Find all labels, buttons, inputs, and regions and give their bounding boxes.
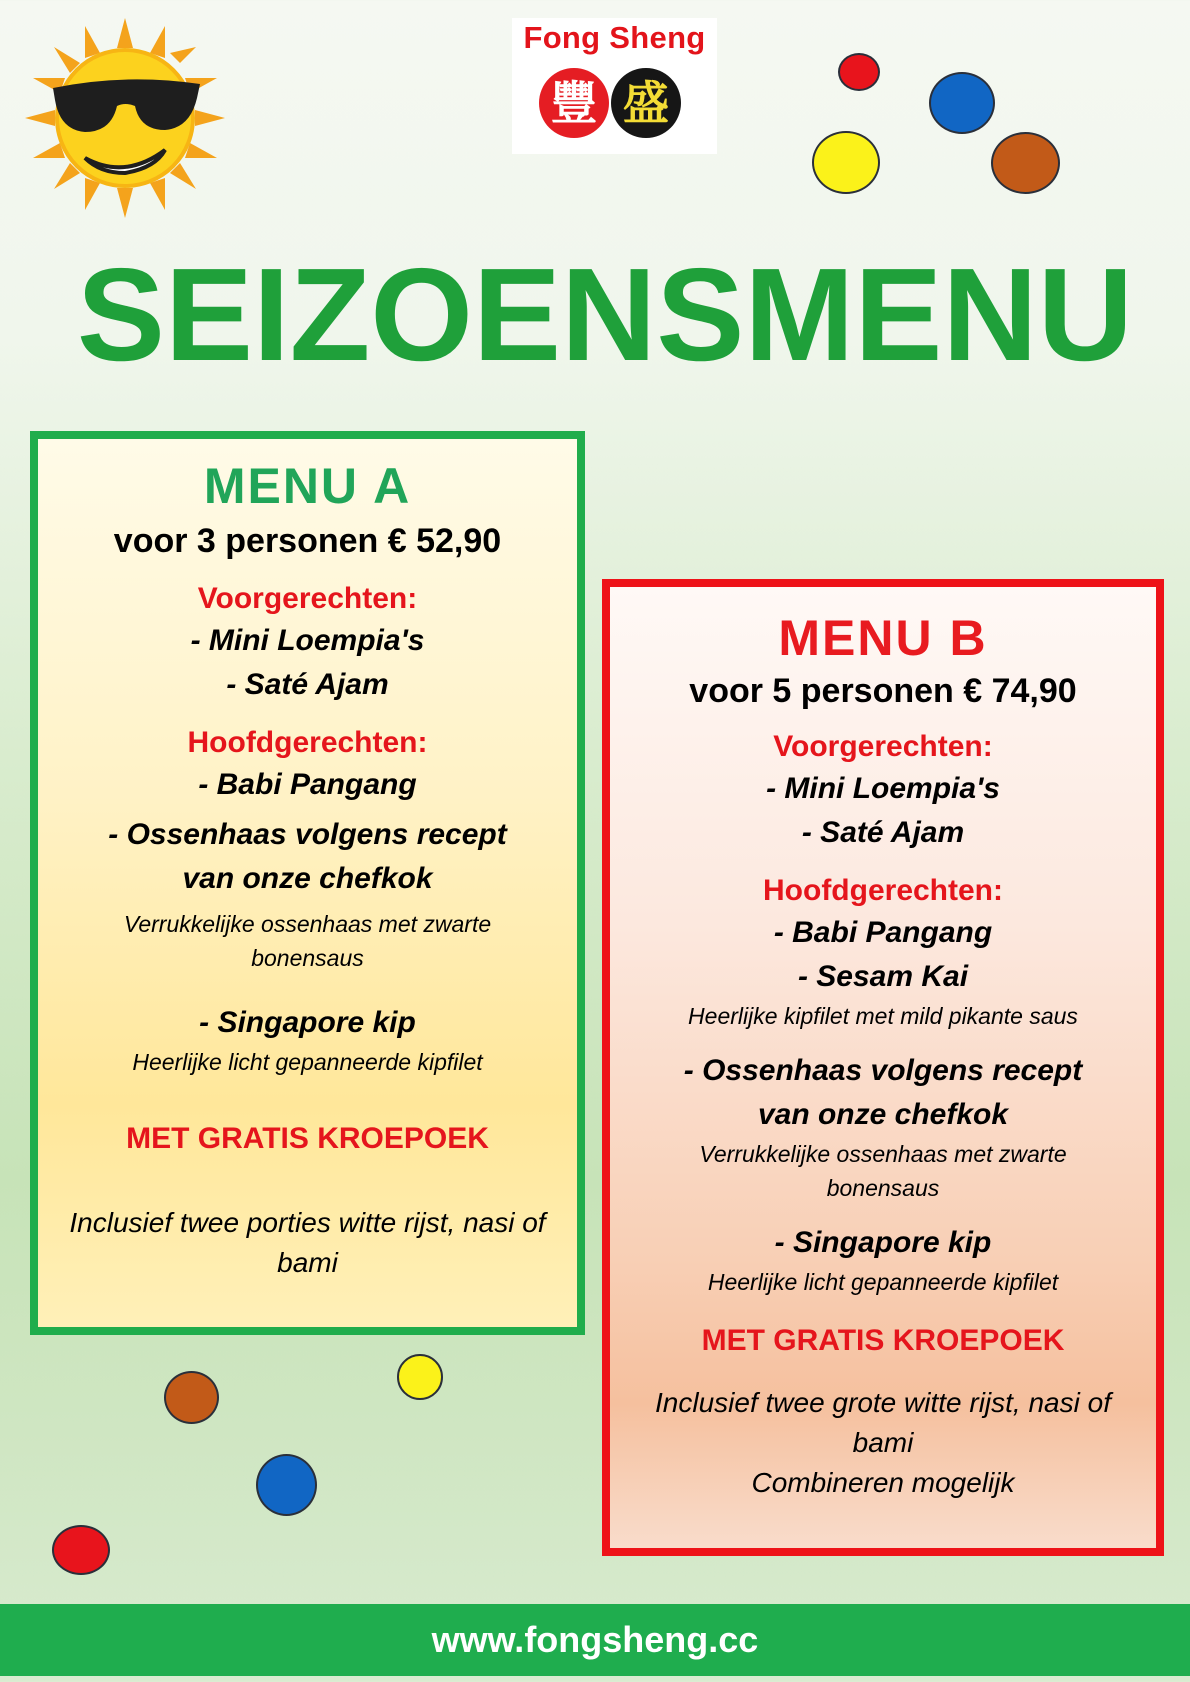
menu-b-main: - Singapore kip (774, 1226, 992, 1259)
menu-a-main: - Ossenhaas volgens recept (108, 818, 507, 851)
menu-b-main-description: Verrukkelijke ossenhaas met zwarte (699, 1141, 1067, 1167)
decorative-dot-red (838, 53, 880, 91)
decorative-dot-yellow (397, 1354, 443, 1400)
menu-a-main-description: bonensaus (251, 945, 364, 971)
menu-a-starter: - Saté Ajam (226, 668, 389, 701)
menu-b-included: Inclusief twee grote witte rijst, nasi of (655, 1387, 1111, 1418)
menu-a-main: - Singapore kip (199, 1006, 416, 1039)
menu-b-main: - Ossenhaas volgens recept (683, 1054, 1083, 1087)
decorative-dot-brown (991, 132, 1060, 194)
menu-a-free-item: MET GRATIS KROEPOEK (126, 1122, 489, 1155)
menu-b-included: Combineren mogelijk (751, 1467, 1015, 1498)
menu-b-starter: - Saté Ajam (801, 816, 965, 849)
menu-a-included: bami (277, 1247, 338, 1278)
menu-a-mains-heading: Hoofdgerechten: (187, 726, 428, 759)
logo-char-left: 豐 (551, 76, 597, 130)
menu-b-main-description: bonensaus (826, 1175, 940, 1201)
logo-title: Fong Sheng (523, 20, 706, 55)
menu-b-included: bami (852, 1427, 914, 1458)
menu-b-mains-heading: Hoofdgerechten: (763, 874, 1003, 907)
decorative-dot-brown (164, 1371, 219, 1424)
menu-b-main: - Sesam Kai (797, 960, 969, 993)
menu-a-starter: - Mini Loempia's (190, 624, 425, 657)
menu-b-price: voor 5 personen € 74,90 (689, 672, 1077, 710)
menu-a-title: MENU A (203, 458, 412, 514)
menu-b-starters-heading: Voorgerechten: (773, 730, 993, 763)
page-title: SEIZOENSMENU (76, 241, 1134, 388)
menu-b-main-description: Heerlijke licht gepanneerde kipfilet (707, 1269, 1059, 1295)
logo (512, 18, 717, 154)
menu-a-main-description: Verrukkelijke ossenhaas met zwarte (123, 911, 492, 937)
menu-b-main-description: Heerlijke kipfilet met mild pikante saus (688, 1003, 1078, 1029)
menu-b-title: MENU B (778, 610, 988, 666)
menu-a-main-description: Heerlijke licht gepanneerde kipfilet (132, 1049, 483, 1075)
menu-a-starters-heading: Voorgerechten: (197, 582, 418, 615)
menu-a-included: Inclusief twee porties witte rijst, nasi of (69, 1207, 546, 1238)
sun-with-sunglasses-icon (25, 18, 225, 218)
footer-bar (0, 1604, 1190, 1676)
decorative-dot-red (52, 1525, 110, 1575)
menu-a-card (30, 431, 585, 1335)
decorative-dot-yellow (812, 131, 880, 194)
menu-b-card (602, 579, 1164, 1556)
logo-char-right: 盛 (623, 76, 669, 130)
menu-a-main: van onze chefkok (182, 862, 433, 895)
menu-b-main: van onze chefkok (757, 1098, 1009, 1131)
menu-b-main: - Babi Pangang (773, 916, 993, 949)
decorative-dot-blue (256, 1454, 317, 1516)
menu-a-main: - Babi Pangang (198, 768, 417, 801)
decorative-dot-blue (929, 72, 995, 134)
website-link[interactable]: www.fongsheng.cc (431, 1619, 759, 1660)
menu-b-starter: - Mini Loempia's (766, 772, 1000, 805)
menu-a-price: voor 3 personen € 52,90 (113, 522, 502, 560)
menu-b-free-item: MET GRATIS KROEPOEK (701, 1324, 1065, 1357)
